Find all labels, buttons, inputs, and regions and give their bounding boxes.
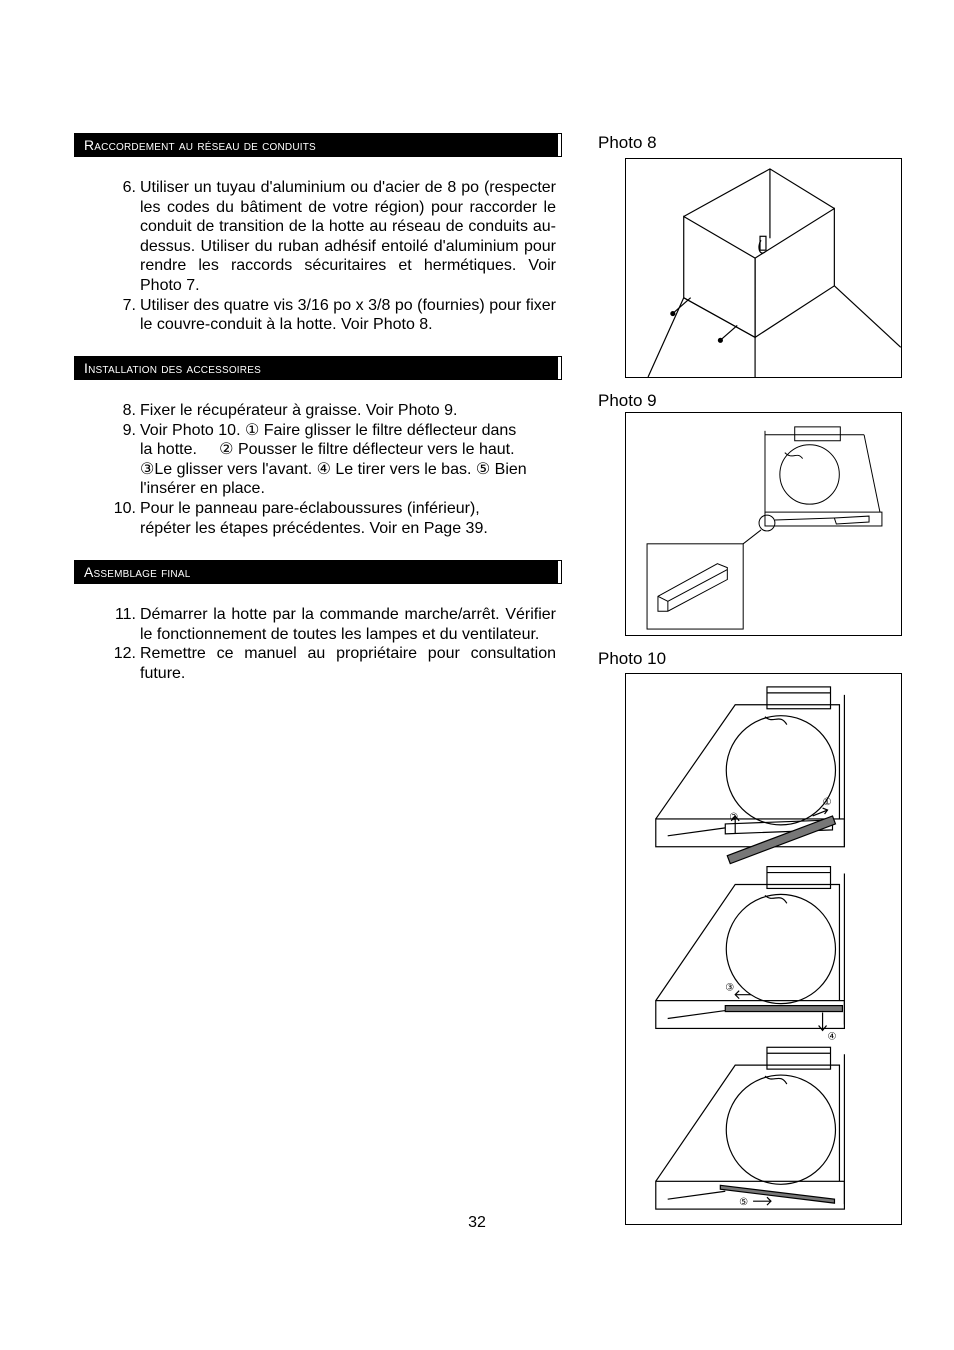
item-line: ③Le glisser vers l'avant. ④ Le tirer vers le bas. ⑤ Bien — [140, 460, 527, 478]
item-text: Utiliser un tuyau d'aluminium ou d'acier de 8 po (respecter les codes du bâtiment de votre région) pour raccorder le conduit de transition de la hotte au réseau de conduits au-dessus. Utiliser du ruban adhésif entoilé d'aluminium pour rendre les raccords sécuritaires et hermétiques. Voir Photo 7. — [140, 179, 556, 294]
item-number: 8. — [122, 402, 136, 419]
duct-cover-illustration — [626, 159, 901, 377]
step-1-2-hood — [656, 687, 845, 864]
list-item — [100, 499, 556, 538]
list-item — [100, 644, 556, 683]
list-item — [100, 296, 556, 335]
item-number: 10. — [113, 499, 136, 517]
section-header-installation: Installation des accessoires — [75, 357, 561, 379]
item-line: répéter les étapes précédentes. Voir en Page 39. — [140, 519, 488, 537]
photo-9-caption: Photo 9 — [598, 391, 657, 410]
item-text: Fixer le récupérateur à graisse. Voir Photo 9. — [140, 402, 458, 419]
item-number: 11. — [114, 606, 136, 623]
list-item — [100, 605, 556, 644]
item-line: l'insérer en place. — [140, 480, 265, 498]
item-line: Pour le panneau pare-éclaboussures (inférieur), — [140, 499, 480, 517]
section-header-raccordement: Raccordement au réseau de conduits — [75, 134, 561, 156]
photo-10 — [625, 673, 902, 1225]
marker-2: ② — [729, 811, 739, 823]
instruction-list-1 — [100, 178, 556, 335]
item-number: 7. — [122, 296, 136, 314]
item-number: 6. — [122, 179, 136, 196]
photo-9 — [625, 412, 902, 636]
baffle-filter-steps-illustration — [626, 674, 901, 1224]
step-3-4-hood — [656, 867, 845, 1043]
item-text: Remettre ce manuel au propriétaire pour consultation future. — [140, 645, 556, 682]
item-text: Utiliser des quatre vis 3/16 po x 3/8 po (fournies) pour fixer le couvre-conduit à la hotte. Voir Photo 8. — [140, 296, 556, 334]
marker-5: ⑤ — [739, 1197, 749, 1209]
item-line: Voir Photo 10. ① Faire glisser le filtre déflecteur dans — [140, 421, 517, 439]
step-5-hood — [656, 1047, 845, 1209]
list-item — [100, 401, 556, 421]
photo-8-caption: Photo 8 — [598, 133, 657, 152]
item-text — [138, 499, 556, 538]
marker-4: ④ — [827, 1031, 837, 1043]
item-number: 12. — [113, 645, 136, 663]
item-line: la hotte. ② Pousser le filtre déflecteur vers le haut. — [140, 441, 515, 459]
marker-1: ① — [822, 797, 832, 809]
photo-10-caption: Photo 10 — [598, 649, 667, 668]
list-item — [100, 421, 556, 499]
section-header-assemblage: Assemblage final — [75, 561, 561, 583]
marker-3: ③ — [725, 982, 735, 994]
page-number: 32 — [468, 1214, 486, 1231]
item-text: Démarrer la hotte par la commande marche/arrêt. Vérifier le fonctionnement de toutes les lampes et du ventilateur. — [140, 606, 556, 643]
item-text — [138, 421, 556, 499]
item-number: 9. — [122, 421, 136, 439]
grease-trap-illustration — [626, 413, 901, 635]
photo-8 — [625, 158, 902, 378]
list-item — [100, 178, 556, 296]
instruction-list-2 — [100, 401, 556, 538]
instruction-list-3 — [100, 605, 556, 683]
